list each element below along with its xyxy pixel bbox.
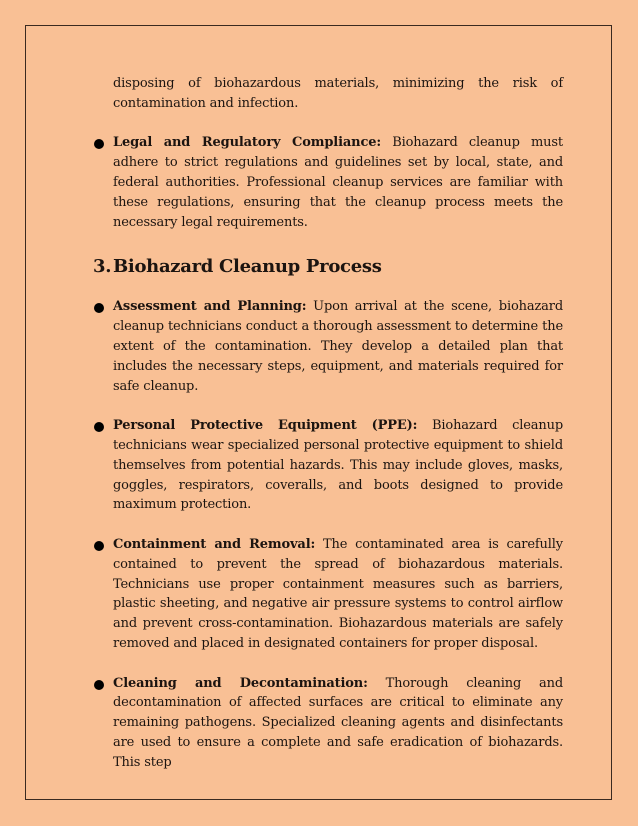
list-item [93, 535, 563, 654]
list-item [93, 416, 563, 515]
bullet-term: Cleaning and Decontamination: [113, 675, 368, 691]
bullet-term: Assessment and Planning: [113, 299, 307, 315]
list-item-legal-compliance [93, 133, 563, 232]
list-item [93, 297, 563, 396]
section-number: 3. [93, 256, 112, 278]
bullet-term: Legal and Regulatory Compliance: [113, 135, 381, 151]
bullet-icon [94, 303, 104, 313]
bullet-text: Biohazard cleanup must adhere to strict regulations and guidelines set by local, state, and federal authorities. Professional cleanup services are familiar with these regulations, ensuring that the cleanup process meets the necessary legal requirements. [113, 135, 563, 230]
bullet-text: Biohazard cleanup technicians wear specialized personal protective equipment to shield themselves from potential hazards. This may include gloves, masks, goggles, respirators, coveralls, and boots designed to provide maximum protection. [113, 418, 564, 513]
bullet-text: Upon arrival at the scene, biohazard cleanup technicians conduct a thorough assessment to determine the extent of the contamination. They develop a detailed plan that includes the necessary steps, equipment, and materials required for safe cleanup. [113, 299, 564, 394]
bullet-icon [94, 422, 104, 432]
bullet-text: Thorough cleaning and decontamination of affected surfaces are critical to eliminate any remaining pathogens. Specialized cleaning agents and disinfectants are used to ensure a complete and safe eradication of biohazards. This step [113, 675, 563, 770]
section-heading [93, 254, 563, 280]
bullet-icon [94, 680, 104, 690]
page-content [93, 74, 563, 773]
bullet-term: Personal Protective Equipment (PPE): [113, 418, 418, 434]
list-item [93, 674, 563, 773]
bullet-icon [94, 139, 104, 149]
bullet-icon [94, 541, 104, 551]
section-title: Biohazard Cleanup Process [113, 256, 382, 278]
bullet-term: Containment and Removal: [113, 536, 316, 552]
bullet-text: The contaminated area is carefully contained to prevent the spread of biohazardous materials. Technicians use proper containment measures such as barriers, plastic sheeting, and negative air pressure systems to control airflow and prevent cross-contamination. Biohazardous materials are safely removed and placed in designated containers for proper disposal. [113, 536, 563, 651]
intro-continuation: disposing of biohazardous materials, minimizing the risk of contamination and infection. [113, 76, 563, 111]
